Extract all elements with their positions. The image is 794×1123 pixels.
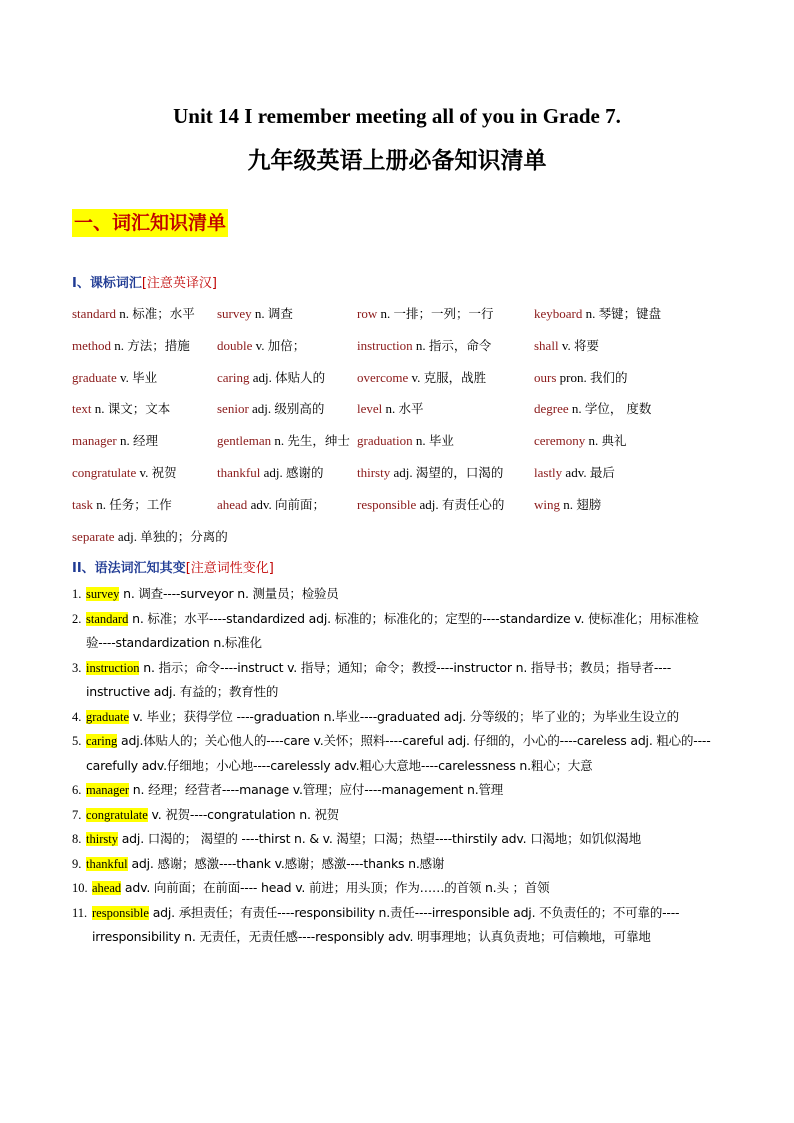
part-2-heading [72, 557, 274, 576]
vocab-pos: adj. [390, 465, 416, 480]
vocab-entry [72, 463, 177, 481]
part-2-label: II、语法词汇知其变 [72, 561, 186, 576]
highlighted-headword: instruction [86, 660, 140, 675]
vocab-word: shall [534, 338, 559, 353]
vocab-pos: n. [116, 433, 134, 448]
item-number: 4. [72, 709, 82, 724]
vocab-pos: n. [251, 306, 268, 321]
highlighted-headword: congratulate [86, 807, 148, 822]
vocab-pos: v. [408, 370, 424, 385]
vocab-entry [534, 336, 599, 354]
vocab-pos: adj. [260, 465, 286, 480]
vocab-meaning: 克服，战胜 [423, 370, 487, 385]
vocab-word: standard [72, 306, 117, 321]
derivation-item [72, 803, 712, 828]
vocab-entry [217, 495, 325, 513]
title-english: Unit 14 I remember meeting all of you in Grade 7. [173, 104, 621, 128]
vocab-entry [357, 304, 493, 322]
item-number: 5. [72, 734, 82, 748]
vocab-pos: v. [558, 338, 574, 353]
vocab-meaning: 调查 [267, 306, 293, 321]
vocab-meaning: 琴键；键盘 [598, 306, 662, 321]
derivation-list [72, 582, 712, 950]
vocab-meaning: 毕业 [428, 433, 454, 448]
vocab-meaning: 指示，命令 [428, 338, 492, 353]
vocab-word: lastly [534, 465, 563, 480]
item-number: 1. [72, 587, 82, 601]
vocab-pos: n. [568, 401, 585, 416]
vocab-pos: n. [582, 306, 599, 321]
vocab-pos: adv. [562, 465, 590, 480]
vocab-word: graduate [72, 370, 117, 385]
vocab-meaning: 祝贺 [151, 465, 177, 480]
vocab-entry [534, 431, 627, 449]
vocab-entry [534, 368, 628, 386]
vocab-meaning: 翅膀 [576, 497, 602, 512]
vocab-meaning: 典礼 [601, 433, 627, 448]
highlighted-headword: standard [86, 611, 129, 626]
derivation-text: adj. 感谢；感激----thank v.感谢；感激----thanks n.感谢 [127, 855, 445, 871]
derivation-text: n. 指示；命令----instruct v. 指导；通知；命令；教授----instructor n. 指导书；教员；指导者----instructive adj. 有益的；教育性的 [86, 659, 672, 699]
vocab-word: thirsty [357, 465, 391, 480]
part-2-note: [注意词性变化] [185, 561, 274, 576]
vocab-pos: pron. [556, 370, 590, 385]
highlighted-headword: thirsty [86, 832, 118, 846]
derivation-item [72, 582, 712, 607]
vocab-word: method [72, 338, 111, 353]
vocab-word: keyboard [534, 306, 583, 321]
vocab-meaning: 经理 [133, 433, 159, 448]
vocab-word: gentleman [217, 433, 272, 448]
highlighted-headword: thankful [86, 856, 128, 871]
derivation-text: n. 标准；水平----standardized adj. 标准的；标准化的；定型的----standardize v. 使标准化；用标准检验----standardization n.标准化 [86, 610, 699, 650]
vocab-word: ceremony [534, 433, 586, 448]
vocab-meaning: 毕业 [132, 370, 158, 385]
vocab-meaning: 向前面； [275, 497, 326, 512]
vocab-pos: n. [412, 433, 429, 448]
vocab-pos: n. [412, 338, 429, 353]
vocab-meaning: 学位， 度数 [584, 401, 652, 416]
item-number: 2. [72, 611, 82, 626]
derivation-text: adj.体贴人的；关心他人的----care v.关怀；照料----careful adj. 仔细的，小心的----careless adj. 粗心的----carefully adv.仔细地；小心地----carelessly adv.粗心大意地----carelessness n.粗心；大意 [86, 733, 711, 773]
vocab-word: wing [534, 497, 560, 512]
vocab-pos: adj. [114, 529, 141, 544]
vocab-entry [72, 399, 170, 417]
vocab-entry [534, 463, 615, 481]
vocab-word: graduation [357, 433, 413, 448]
vocab-entry [357, 431, 454, 449]
vocab-meaning: 级别高的 [274, 401, 325, 416]
vocab-pos: n. [382, 401, 399, 416]
item-number: 9. [72, 856, 82, 871]
vocab-entry [534, 399, 651, 417]
vocab-entry [357, 368, 486, 386]
vocab-meaning: 将要 [573, 338, 599, 353]
derivation-text: n. 经理；经营者----manage v.管理；应付----management n.管理 [129, 782, 504, 797]
vocab-meaning: 标准；水平 [132, 306, 195, 321]
vocab-word: ours [534, 370, 557, 385]
vocab-word: row [357, 306, 378, 321]
derivation-item [72, 656, 712, 705]
item-number: 7. [72, 807, 82, 822]
derivation-item [72, 876, 712, 901]
vocab-word: task [72, 497, 93, 512]
derivation-text: adj. 承担责任；有责任----responsibility n.责任----irresponsible adj. 不负责任的；不可靠的----irresponsibility n. 无责任，无责任感----responsibly adv. 明事理地；认真负责地；可信赖地，可靠地 [92, 904, 680, 944]
highlighted-headword: responsible [92, 905, 149, 920]
vocab-word: thankful [217, 465, 261, 480]
vocab-pos: n. [560, 497, 577, 512]
vocab-pos: n. [377, 306, 394, 321]
vocab-meaning: 先生，绅士 [287, 433, 350, 448]
vocab-meaning: 有责任心的 [441, 497, 505, 512]
vocab-word: overcome [357, 370, 409, 385]
vocab-pos: n. [585, 433, 602, 448]
part-1-note: [注意英译汉] [141, 276, 217, 291]
vocab-entry [72, 527, 228, 545]
highlighted-headword: graduate [86, 709, 130, 724]
vocab-meaning: 感谢的 [285, 465, 324, 480]
derivation-text: adj. 口渴的； 渴望的 ----thirst n. & v. 渴望；口渴；热望----thirstily adv. 口渴地；如饥似渴地 [117, 831, 641, 846]
vocab-pos: n. [91, 401, 108, 416]
highlighted-headword: caring [86, 734, 118, 748]
vocab-entry [217, 368, 325, 386]
vocab-word: congratulate [72, 465, 137, 480]
vocab-entry [217, 463, 323, 481]
vocab-meaning: 我们的 [589, 370, 628, 385]
vocab-entry [217, 336, 305, 354]
vocab-word: survey [217, 306, 252, 321]
vocab-meaning: 渴望的，口渴的 [415, 465, 504, 480]
derivation-item [72, 705, 712, 730]
vocab-meaning: 方法；措施 [127, 338, 190, 353]
derivation-item [72, 901, 712, 950]
vocab-word: caring [217, 370, 250, 385]
vocab-meaning: 水平 [398, 401, 424, 416]
vocab-pos: n. [116, 306, 133, 321]
vocab-word: responsible [357, 497, 417, 512]
vocab-entry [217, 304, 293, 322]
vocab-word: double [217, 338, 253, 353]
vocab-meaning: 任务；工作 [109, 497, 172, 512]
vocab-word: text [72, 401, 92, 416]
vocab-pos: v. [252, 338, 268, 353]
vocab-entry [534, 495, 601, 513]
vocab-pos: v. [136, 465, 152, 480]
derivation-text: v. 祝贺----congratulation n. 祝贺 [147, 806, 340, 822]
item-number: 3. [72, 660, 82, 675]
vocab-word: manager [72, 433, 117, 448]
vocab-word: separate [72, 529, 115, 544]
vocab-meaning: 一排；一列；一行 [393, 306, 494, 321]
vocab-pos: v. [116, 370, 133, 385]
item-number: 8. [72, 832, 82, 846]
vocab-meaning: 课文；文本 [107, 401, 171, 416]
vocab-word: level [357, 401, 383, 416]
vocab-pos: adj. [249, 370, 276, 385]
vocab-entry [72, 336, 190, 354]
title-chinese: 九年级英语上册必备知识清单 [247, 147, 547, 174]
part-1-label: I、课标词汇 [72, 276, 142, 291]
vocab-entry [72, 368, 157, 386]
vocab-entry [357, 495, 504, 513]
vocab-meaning: 加倍； [267, 338, 306, 353]
vocab-meaning: 单独的；分离的 [140, 529, 228, 544]
vocab-entry [357, 463, 503, 481]
derivation-text: v. 毕业；获得学位 ----graduation n.毕业----graduated adj. 分等级的；毕了业的；为毕业生设立的 [129, 708, 679, 724]
derivation-text: n. 调查----surveyor n. 测量员；检验员 [119, 586, 339, 601]
vocab-pos: n. [111, 338, 128, 353]
vocab-entry [357, 399, 424, 417]
vocab-word: degree [534, 401, 569, 416]
vocab-entry [217, 431, 350, 449]
vocab-entry [357, 336, 491, 354]
derivation-item [72, 778, 712, 803]
item-number: 11. [72, 905, 88, 920]
derivation-item [72, 729, 712, 778]
highlighted-headword: survey [86, 587, 120, 601]
section-1-title: 一、词汇知识清单 [72, 209, 228, 237]
vocab-meaning: 最后 [589, 465, 615, 480]
vocab-meaning: 体贴人的 [275, 370, 326, 385]
derivation-item [72, 607, 712, 656]
part-1-heading [72, 272, 217, 291]
vocab-entry [72, 495, 172, 513]
vocab-pos: adv. [247, 497, 275, 512]
vocab-entry [217, 399, 324, 417]
vocab-word: ahead [217, 497, 248, 512]
vocab-pos: adj. [248, 401, 275, 416]
derivation-text: adv. 向前面；在前面---- head v. 前进；用头顶；作为……的首领 n.头 ；首领 [121, 880, 550, 895]
vocab-pos: n. [92, 497, 110, 512]
vocab-word: senior [217, 401, 249, 416]
derivation-item [72, 827, 712, 852]
highlighted-headword: manager [86, 783, 130, 797]
vocab-entry [534, 304, 661, 322]
highlighted-headword: ahead [92, 881, 122, 895]
vocab-entry [72, 304, 195, 322]
vocab-pos: adj. [416, 497, 442, 512]
derivation-item [72, 852, 712, 877]
vocab-entry [72, 431, 158, 449]
vocab-word: instruction [357, 338, 413, 353]
item-number: 6. [72, 783, 82, 797]
item-number: 10. [72, 881, 88, 895]
vocab-pos: n. [271, 433, 288, 448]
